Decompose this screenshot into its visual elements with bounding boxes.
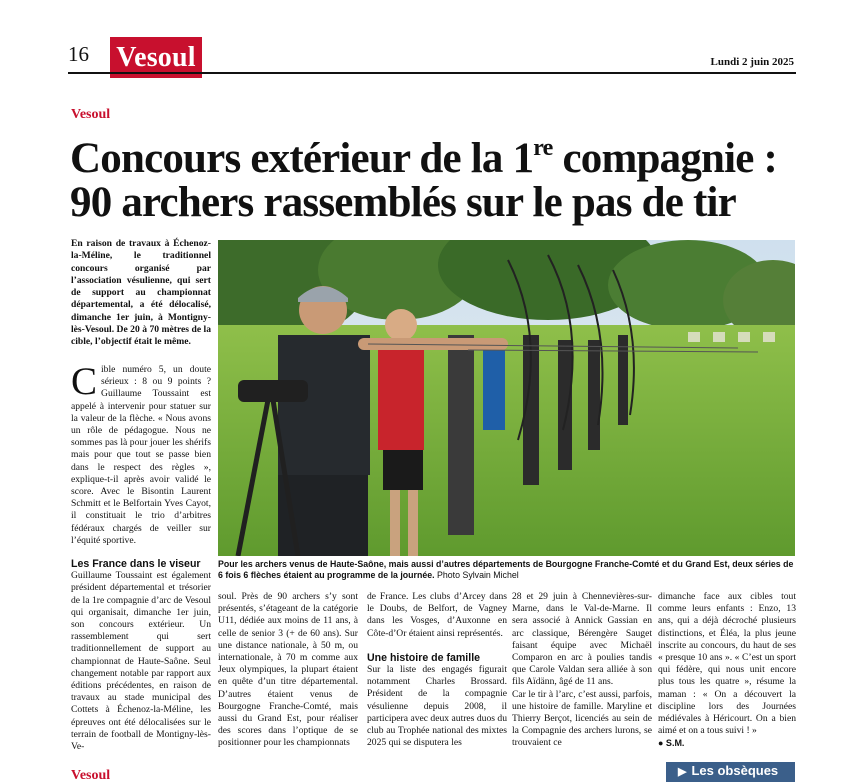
section-kicker: Vesoul xyxy=(71,107,111,122)
headline-part1: Concours extérieur de la 1 xyxy=(70,135,534,182)
play-arrow-icon: ▶ xyxy=(678,766,687,778)
page-number: 16 xyxy=(68,42,89,66)
column-3-paragraph-a: de France. Les clubs d’Arcey dans le Doubs, de Belfort, de Vagney dans les Vosges, d’Auxonne en Côte-d’Or étaient ainsi représentés. xyxy=(367,591,507,639)
photo-caption xyxy=(218,559,796,582)
header-rule xyxy=(68,72,796,74)
article-column-1 xyxy=(71,360,211,547)
column-5-paragraph: dimanche face aux cibles tout comme leurs enfants : Enzo, 13 ans, qui a déjà décroché plusieurs distinctions, et Éléa, la plus jeune inscrite au concours, du haut de ses « presque 10 ans ». « C’est un sport qui fédère, qui nous unit encore plus tous les quatre », résume la maman : « On a découvert la discipline lors des Journées médiévales à Héricourt. On a bien aimé et on a tous suivi ! » xyxy=(658,591,796,737)
photo-credit: Photo Sylvain Michel xyxy=(437,570,519,581)
caption-text: Pour les archers venus de Haute-Saône, mais aussi d’autres départements de Bourgogne Franche-Comté et du Grand Est, deux séries de 6 fois 6 flèches étaient au programme de la journée. xyxy=(218,559,794,581)
author-signature: ● S.M. xyxy=(658,738,685,749)
article-lead: En raison de travaux à Échenoz-la-Méline, le traditionnel concours organisé par l’association vésulienne, qui sert de support au championnat départemental, a été délocalisé, dimanche 1er juin, à Montigny-lès-Vesoul. De 20 à 70 mètres de la cible, l’objectif était le même. xyxy=(71,238,211,348)
headline-part2: compagnie : xyxy=(552,135,778,182)
headline-line2: 90 archers rassemblés sur le pas de tir xyxy=(70,179,736,226)
article-column-3 xyxy=(367,591,507,749)
obituaries-box xyxy=(666,762,795,782)
next-article-kicker: Vesoul xyxy=(71,768,111,783)
column-4-paragraph-a: 28 et 29 juin à Chennevières-sur-Marne, dans le Val-de-Marne. Il sera associé à Annick Gassian en arc classique, Bérengère Sauget faisant équipe avec Michaël Comparon en arc à poulies tandis que Carole Valdan sera alliée à son fils Aïdänn, âgé de 11 ans. xyxy=(512,591,652,688)
article-headline xyxy=(70,126,810,225)
article-photo xyxy=(218,240,795,556)
paragraph-2: Guillaume Toussaint est également président départemental et trésorier de la 1re compagnie d’arc de Vesoul qui organisait, dimanche 1er juin, son concours extérieur. Un rassemblement qui sert traditionnellement de support au championnat de Haute-Saône. Seul changement notable par rapport aux éditions précédentes, en raison de travaux au stade municipal des Cottets à Échenoz-la-Méline, les épreuves ont été délocalisées sur le terrain de football de Montigny-lès-Ve- xyxy=(71,570,211,753)
obituaries-label: Les obsèques xyxy=(691,763,779,778)
issue-date: Lundi 2 juin 2025 xyxy=(710,56,794,68)
subheading-2: Une histoire de famille xyxy=(367,651,481,664)
subheading-1: Les France dans le viseur xyxy=(71,558,201,570)
archers-photo-illustration xyxy=(218,240,795,556)
newspaper-logo: Vesoul xyxy=(110,37,202,78)
drop-cap: C xyxy=(71,360,98,403)
column-4-paragraph-b: Car le tir à l’arc, c’est aussi, parfois, une histoire de famille. Maryline et Thierry Berçot, licenciés au sein de la Compagnie des archers lurons, se trouvaient ce xyxy=(512,688,652,749)
article-column-1-bottom xyxy=(71,558,211,753)
article-column-2: soul. Près de 90 archers s’y sont présentés, s’étageant de la catégorie U11, dédiée aux moins de 11 ans, à celle de senior 3 (+ de 60 ans). Sur une distance nationale, à 50 m, ou internationale, à 70 m comme aux Jeux olympiques, la plupart étaient en quête d’un titre départemental. D’autres étaient venus de Bourgogne Franche-Comté, mais aussi du Grand Est, pour réaliser des scores dans l’optique de se positionner pour les championnats xyxy=(218,591,358,749)
headline-superscript: re xyxy=(533,135,553,161)
paragraph-1: ible numéro 5, un doute sérieux : 8 ou 9 points ? Guillaume Toussaint est appelé à intervenir pour statuer sur la valeur de la flèche. « Nous avons un rôle de pédagogue. Nous ne sommes pas là pour jouer les shérifs mais pour que tout se passe bien dans le respect des règles », explique-t-il après avoir validé le score. Avec le Bisontin Laurent Schmitt et le Belfortain Yves Cayot, il constituait le trio d’arbitres fédéraux chargés de veiller sur l’équité sportive. xyxy=(71,364,211,546)
article-column-4 xyxy=(512,591,652,750)
column-3-paragraph-b: Sur la liste des engagés figurait notamment Charles Brossard. Président de la compagnie vésulienne depuis 2008, il participera avec deux autres duos du club au Trophée national des mixtes 2025 qui se disputera les xyxy=(367,664,507,749)
article-column-5 xyxy=(658,591,796,750)
